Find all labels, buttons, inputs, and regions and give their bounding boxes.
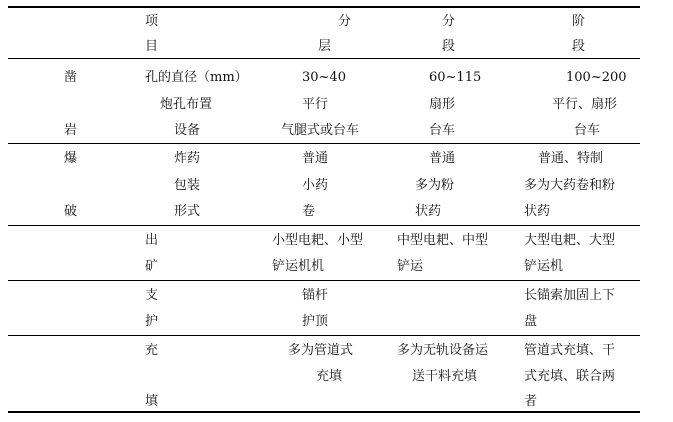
cell-mucking-c-line2: 铲运机	[524, 259, 564, 274]
table-top-rule	[8, 6, 640, 8]
cell-packing-c-line1: 多为大药卷和粉	[524, 178, 616, 193]
row-label-support-1: 支	[145, 288, 159, 303]
cell-hole-diameter-a: 30~40	[302, 70, 346, 85]
cell-filling-b-line1: 多为无轨设备运	[397, 343, 489, 358]
cell-mucking-a-line1: 小型电耙、小型	[272, 233, 364, 248]
header-col-c-top: 阶	[572, 14, 586, 29]
header-col-a-bottom: 层	[318, 39, 332, 54]
row-label-equipment: 设备	[174, 123, 201, 138]
cell-explosive-c: 普通、特制	[538, 151, 604, 166]
header-item-bottom: 目	[145, 39, 159, 54]
row-label-hole-diameter: 孔的直径（mm）	[145, 70, 248, 85]
header-col-a-top: 分	[338, 14, 352, 29]
cell-support-a-line1: 锚杆	[302, 288, 329, 303]
group-label-drilling-1: 凿	[64, 70, 78, 85]
cell-filling-c-line1: 管道式充填、干	[524, 343, 616, 358]
section-rule-mucking	[8, 280, 640, 281]
cell-hole-layout-a: 平行	[302, 97, 329, 112]
table-bottom-rule	[8, 411, 640, 413]
cell-filling-a-line1: 多为管道式	[288, 343, 354, 358]
section-rule-drilling	[8, 143, 640, 144]
cell-filling-b-line2: 送干料充填	[412, 369, 478, 384]
cell-equipment-c: 台车	[574, 123, 601, 138]
cell-filling-c-line3: 者	[524, 394, 538, 409]
cell-packing-b-line2: 状药	[415, 204, 442, 219]
cell-explosive-a: 普通	[302, 151, 329, 166]
row-label-support-2: 护	[145, 314, 159, 329]
row-label-hole-layout: 炮孔布置	[160, 97, 213, 112]
group-label-blasting-1: 爆	[64, 151, 78, 166]
cell-hole-diameter-b: 60~115	[429, 70, 482, 85]
row-label-filling-1: 充	[145, 343, 159, 358]
cell-support-a-line2: 护顶	[302, 314, 329, 329]
cell-packing-a-line2: 卷	[302, 204, 316, 219]
header-item-top: 项	[145, 14, 159, 29]
cell-packing-a-line1: 小药	[302, 178, 329, 193]
row-label-mucking-2: 矿	[145, 259, 159, 274]
cell-explosive-b: 普通	[429, 151, 456, 166]
cell-mucking-b-line1: 中型电耙、中型	[397, 233, 489, 248]
cell-mucking-b-line2: 铲运	[397, 259, 424, 274]
cell-filling-c-line2: 式充填、联合两	[524, 369, 616, 384]
cell-packing-c-line2: 状药	[524, 204, 551, 219]
cell-mucking-a-line2: 铲运机机	[272, 259, 325, 274]
cell-filling-a-line2: 充填	[316, 369, 343, 384]
row-label-filling-2: 填	[145, 394, 159, 409]
cell-packing-b-line1: 多为粉	[415, 178, 455, 193]
cell-support-c-line2: 盘	[524, 314, 538, 329]
header-col-b-top: 分	[442, 14, 456, 29]
row-label-explosive: 炸药	[174, 151, 201, 166]
cell-equipment-b: 台车	[429, 123, 456, 138]
cell-hole-diameter-c: 100~200	[566, 70, 627, 85]
row-label-mucking-1: 出	[145, 233, 159, 248]
group-label-blasting-2: 破	[64, 204, 78, 219]
cell-support-c-line1: 长锚索加固上下	[524, 288, 616, 303]
cell-equipment-a: 气腿式或台车	[281, 123, 360, 138]
cell-hole-layout-b: 扇形	[429, 97, 456, 112]
header-col-b-bottom: 段	[442, 39, 456, 54]
header-bottom-rule	[8, 58, 640, 59]
cell-hole-layout-c: 平行、扇形	[552, 97, 618, 112]
header-col-c-bottom: 段	[572, 39, 586, 54]
row-label-packing: 包装	[174, 178, 201, 193]
group-label-drilling-2: 岩	[64, 123, 78, 138]
row-label-form: 形式	[174, 204, 201, 219]
section-rule-blasting	[8, 225, 640, 226]
section-rule-support	[8, 335, 640, 336]
cell-mucking-c-line1: 大型电耙、大型	[524, 233, 616, 248]
